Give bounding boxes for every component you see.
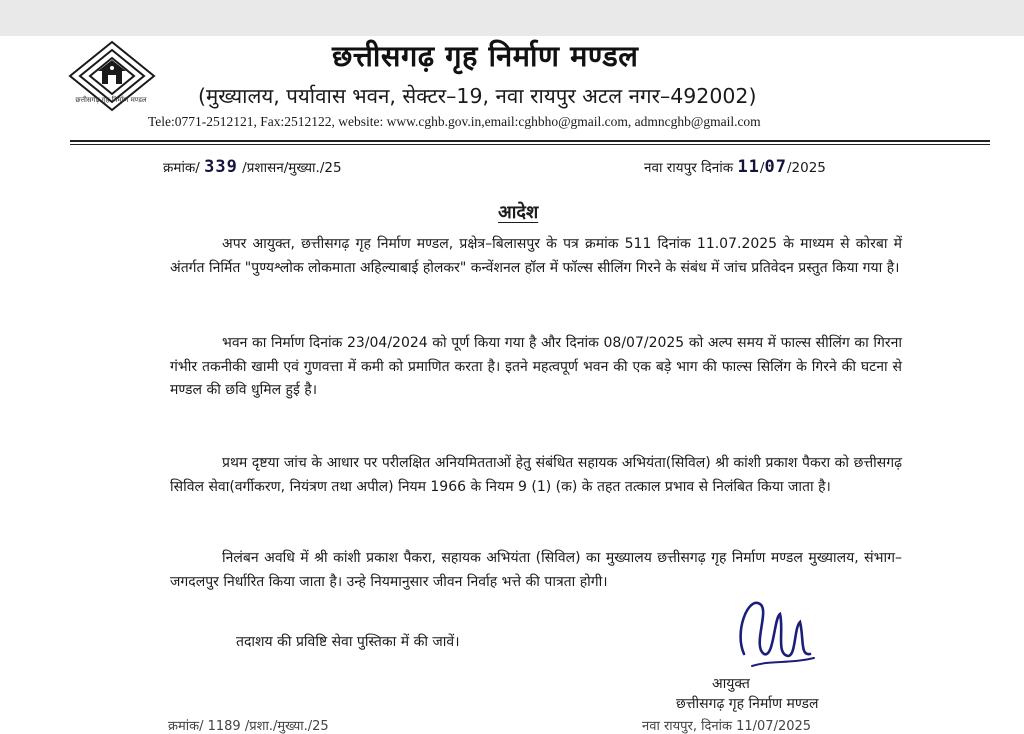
date-prefix: नवा रायपुर दिनांक [644, 160, 734, 176]
logo-caption: छत्तीसगढ़ गृह निर्माण मण्डल [75, 96, 147, 104]
signatory-organization: छत्तीसगढ़ गृह निर्माण मण्डल [676, 696, 819, 712]
organization-address: (मुख्यालय, पर्यावास भवन, सेक्टर–19, नवा रायपुर अटल नगर–492002) [198, 84, 757, 108]
handwritten-signature-icon [730, 584, 820, 680]
date-month: 07 [764, 157, 787, 177]
paragraph-4: निलंबन अवधि में श्री कांशी प्रकाश पैकरा, सहायक अभियंता (सिविल) का मुख्यालय छत्तीसगढ़ गृह निर्माण मण्डल मुख्यालय, संभाग–जगदलपुर निर्धारित किया जाता है। उन्हे नियमानुसार जीवन निर्वाह भत्ते की पात्रता होगी। [170, 550, 902, 590]
signatory-designation: आयुक्त [712, 676, 750, 692]
header-rule-top [70, 140, 990, 142]
organization-name: छत्तीसगढ़ गृह निर्माण मण्डल [332, 39, 639, 73]
order-heading: आदेश [498, 202, 539, 223]
reference-prefix: क्रमांक/ [163, 160, 200, 176]
header-rule-bottom [70, 144, 990, 145]
paragraph-5: तदाशय की प्रविष्टि सेवा पुस्तिका में की जावें। [236, 634, 460, 650]
copy-reference-date: नवा रायपुर, दिनांक 11/07/2025 [642, 719, 812, 734]
reference-number: 339 [204, 157, 238, 177]
order-date: नवा रायपुर दिनांक 11/07/2025 [644, 157, 826, 177]
contact-line: Tele:0771-2512121, Fax:2512122, website: www.cghb.gov.in,email:cghbho@gmail.com, admncghb@gmail.com [148, 114, 761, 129]
reference-suffix: /प्रशासन/मुख्या./25 [242, 160, 342, 176]
date-day: 11 [737, 157, 760, 177]
paragraph-2: भवन का निर्माण दिनांक 23/04/2024 को पूर्ण किया गया है और दिनांक 08/07/2025 को अल्प समय में फाल्स सीलिंग का गिरना गंभीर तकनीकी खामी एवं गुणवत्ता में कमी को प्रमाणित करता है। इतने महत्वपूर्ण भवन की एक बड़े भाग की फाल्स सिलिंग के गिरने की घटना से मण्डल की छवि धुमिल हुई है। [170, 335, 902, 398]
date-year: /2025 [786, 160, 826, 176]
paragraph-1: अपर आयुक्त, छत्तीसगढ़ गृह निर्माण मण्डल, प्रक्षेत्र–बिलासपुर के पत्र क्रमांक 511 दिनांक 11.07.2025 के माध्यम से कोरबा में अंतर्गत निर्मित "पुण्यश्लोक लोकमाता अहिल्याबाई होलकर" कन्वेंशनल हॉल में फॉल्स सीलिंग गिरने के संबंध में जांच प्रतिवेदन प्रस्तुत किया गया है। [170, 236, 902, 276]
order-reference [163, 157, 342, 177]
top-margin-band [0, 0, 1024, 36]
copy-reference: क्रमांक/ 1189 /प्रशा./मुख्या./25 [168, 719, 329, 734]
paragraph-3: प्रथम दृष्टया जांच के आधार पर परीलक्षित अनियमितताओं हेतु संबंधित सहायक अभियंता(सिविल) श्री कांशी प्रकाश पैकरा को छत्तीसगढ़ सिविल सेवा(वर्गीकरण, नियंत्रण तथा अपील) नियम 1966 के नियम 9 (1) (क) के तहत तत्काल प्रभाव से निलंबित किया जाता है। [170, 455, 902, 495]
